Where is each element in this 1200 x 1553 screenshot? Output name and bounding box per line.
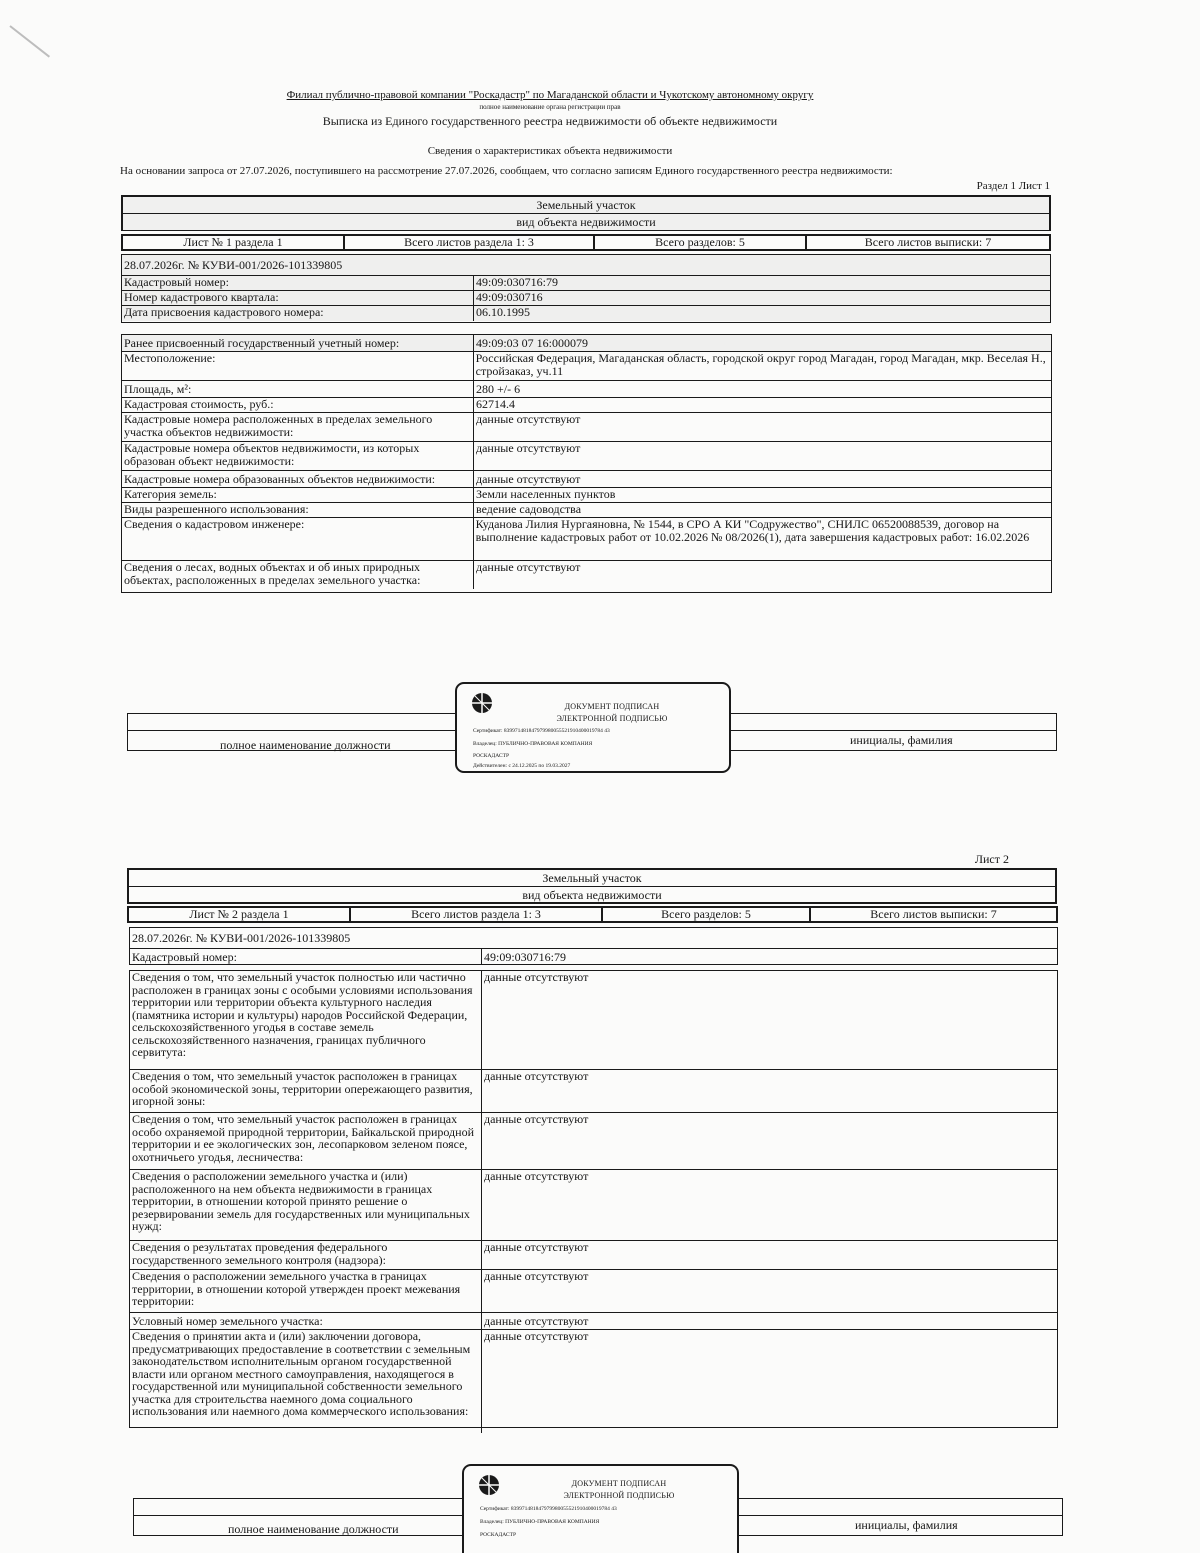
sheet2-id-table [129,927,1058,965]
e-signature-stamp [462,1464,739,1553]
extract-reference: 28.07.2026г. № КУВИ-001/2026-101339805 [132,931,351,945]
cadastral-quarter-label: Номер кадастрового квартала: [122,291,474,305]
sections-total: Всего разделов: 5 [603,908,811,921]
position-caption: полное наименование должности [228,1522,399,1536]
stamp-line2: ЭЛЕКТРОННОЙ ПОДПИСЬЮ [563,1491,675,1500]
stamp-validity: Действителен: с 24.12.2025 по 19.03.2027 [473,763,571,769]
detail-value: данные отсутствуют [484,1112,589,1126]
detail-label: Сведения о лесах, водных объектах и об иных природных объектах, расположенных в пределах земельного участка: [122,561,474,589]
stamp-certificate: Сертификат: 839971481847979980055521910400019784 43 [480,1506,617,1512]
roskadastr-logo-icon [471,692,493,714]
org-name: Филиал публично-правовой компании "Роскадастр" по Магаданской области и Чукотскому автономному округу [286,89,814,101]
detail-value: данные отсутствуют [484,1329,589,1343]
sheet-number: Лист № 2 раздела 1 [129,908,351,921]
sheet2-counts [127,906,1058,923]
detail-label: Категория земель: [122,488,474,502]
detail-label: Сведения о расположении земельного участка в границах территории, в отношении которой утвержден проект межевания территории: [130,1270,482,1312]
detail-label: Кадастровые номера образованных объектов недвижимости: [122,471,474,487]
object-type: Земельный участок [123,197,1049,214]
cadastral-number-label: Кадастровый номер: [130,949,482,965]
object-type-caption: вид объекта недвижимости [522,888,662,902]
extract-sheets-total: Всего листов выписки: 7 [864,235,992,249]
detail-value: данные отсутствуют [484,1314,589,1328]
detail-value: данные отсутствуют [476,472,581,486]
detail-value: данные отсутствуют [484,1069,589,1083]
detail-label: Кадастровые номера объектов недвижимости, из которых образован объект недвижимости: [122,442,474,470]
detail-value: Российская Федерация, Магаданская область, городской округ город Магадан, город Магадан, мкр. Веселая Н., стройзаказ, уч.11 [475,351,1046,378]
detail-value: 49:09:03 07 16:000079 [476,336,589,350]
stamp-owner-org: РОСКАДАСТР [480,1532,517,1538]
detail-value: данные отсутствуют [476,441,581,455]
document-title: Выписка из Единого государственного реестра недвижимости об объекте недвижимости [322,114,778,128]
detail-label: Местоположение: [122,352,474,380]
name-caption: инициалы, фамилия [850,733,953,747]
scan-edge-mark [9,25,50,57]
sheet1-counts [121,234,1051,251]
detail-label: Виды разрешенного использования: [122,503,474,517]
detail-value: Куданова Лилия Нургаяновна, № 1544, в СРО А КИ "Содружество", СНИЛС 06520088539, договор на выполнение кадастровых работ от 10.02.2026 № 08/2026(1), дата завершения кадастровых работ: 16.02.2026 [475,517,1030,544]
sheet2-label: Лист 2 [974,852,1009,866]
org-caption: полное наименование органа регистрации прав [479,103,621,111]
detail-label: Ранее присвоенный государственный учетный номер: [122,335,474,351]
sheet1-id-table [121,254,1051,323]
detail-label: Кадастровая стоимость, руб.: [122,398,474,412]
detail-value: данные отсутствуют [484,1169,589,1183]
detail-label: Кадастровые номера расположенных в пределах земельного участка объектов недвижимости: [122,413,474,441]
document-subtitle: Сведения о характеристиках объекта недвижимости [427,145,673,157]
detail-label: Сведения о том, что земельный участок полностью или частично расположен в границах зоны с особыми условиями использования территории или территории объекта культурного наследия (памятника истории и культуры) народов Российской Федерации, сельскохозяйственного угодья в составе земель сельскохозяйственного назначения, границах публичного сервитута: [130,971,482,1069]
cadastral-number-label: Кадастровый номер: [122,276,474,290]
stamp-certificate: Сертификат: 839971481847979980055521910400019784 43 [473,728,610,734]
detail-value: Земли населенных пунктов [476,487,616,501]
detail-label: Площадь, м²: [122,381,474,397]
object-type: Земельный участок [129,870,1055,887]
request-basis: На основании запроса от 27.07.2026, поступившего на рассмотрение 27.07.2026, сообщаем, что согласно записям Единого государственного реестра недвижимости: [120,165,893,177]
object-type-box [121,195,1051,231]
name-caption: инициалы, фамилия [855,1518,958,1532]
extract-sheets-total: Всего листов выписки: 7 [870,907,997,921]
roskadastr-logo-icon [478,1474,500,1496]
e-signature-stamp [455,682,731,773]
section-sheet-label: Раздел 1 Лист 1 [976,180,1050,192]
position-caption: полное наименование должности [220,738,391,752]
sheet-number: Лист № 1 раздела 1 [123,236,345,249]
object-type-box [127,868,1057,904]
stamp-line1: ДОКУМЕНТ ПОДПИСАН [571,1479,667,1488]
sheet1-details-table [121,334,1052,593]
section-sheets-total: Всего листов раздела 1: 3 [351,908,603,921]
detail-label: Сведения о принятии акта и (или) заключении договора, предусматривающих предоставление в соответствии с земельным законодательством исполнительным органом государственной власти или органом местного самоуправления, находящегося в государственной или муниципальной собственности земельного участка для строительства наемного дома социального использования или наемного дома коммерческого использования: [130,1330,482,1433]
sheet2-details-table [129,970,1058,1428]
detail-value: данные отсутствуют [484,1269,589,1283]
cadastral-number-value: 49:09:030716:79 [484,950,567,964]
cadastral-quarter-value: 49:09:030716 [476,290,543,304]
detail-value: данные отсутствуют [476,412,581,426]
detail-value: 62714.4 [476,397,515,411]
section-sheets-total: Всего листов раздела 1: 3 [345,236,595,249]
detail-value: 280 +/- 6 [476,382,521,396]
stamp-owner: Владелец: ПУБЛИЧНО-ПРАВОВАЯ КОМПАНИЯ [480,1519,600,1525]
detail-value: ведение садоводства [476,502,582,516]
detail-label: Сведения о кадастровом инженере: [122,518,474,560]
stamp-line2: ЭЛЕКТРОННОЙ ПОДПИСЬЮ [556,714,668,723]
stamp-line1: ДОКУМЕНТ ПОДПИСАН [564,702,660,711]
detail-value: данные отсутствуют [484,1240,589,1254]
cadastral-number-value: 49:09:030716:79 [476,275,559,289]
extract-reference: 28.07.2026г. № КУВИ-001/2026-101339805 [124,258,343,272]
object-type-caption: вид объекта недвижимости [123,214,1049,230]
detail-label: Сведения о том, что земельный участок расположен в границах особо охраняемой природной территории, Байкальской природной территории и ее экологических зон, лесопарковом зеленом поясе, охотничьего угодья, лесничества: [130,1113,482,1169]
detail-label: Условный номер земельного участка: [130,1313,482,1329]
detail-value: данные отсутствуют [476,560,581,574]
assignment-date-value: 06.10.1995 [476,305,530,319]
stamp-owner: Владелец: ПУБЛИЧНО-ПРАВОВАЯ КОМПАНИЯ [473,741,593,747]
sections-total: Всего разделов: 5 [595,236,807,249]
detail-label: Сведения о результатах проведения федерального государственного земельного контроля (надзора): [130,1241,482,1269]
stamp-owner-org: РОСКАДАСТР [473,753,510,759]
detail-value: данные отсутствуют [484,970,589,984]
detail-label: Сведения о расположении земельного участка и (или) расположенного на нем объекта недвижимости в границах территории, в отношении которой принято решение о резервировании земель для государственных или муниципальных нужд: [130,1170,482,1240]
detail-label: Сведения о том, что земельный участок расположен в границах особой экономической зоны, территории опережающего развития, игорной зоны: [130,1070,482,1112]
assignment-date-label: Дата присвоения кадастрового номера: [122,306,474,321]
